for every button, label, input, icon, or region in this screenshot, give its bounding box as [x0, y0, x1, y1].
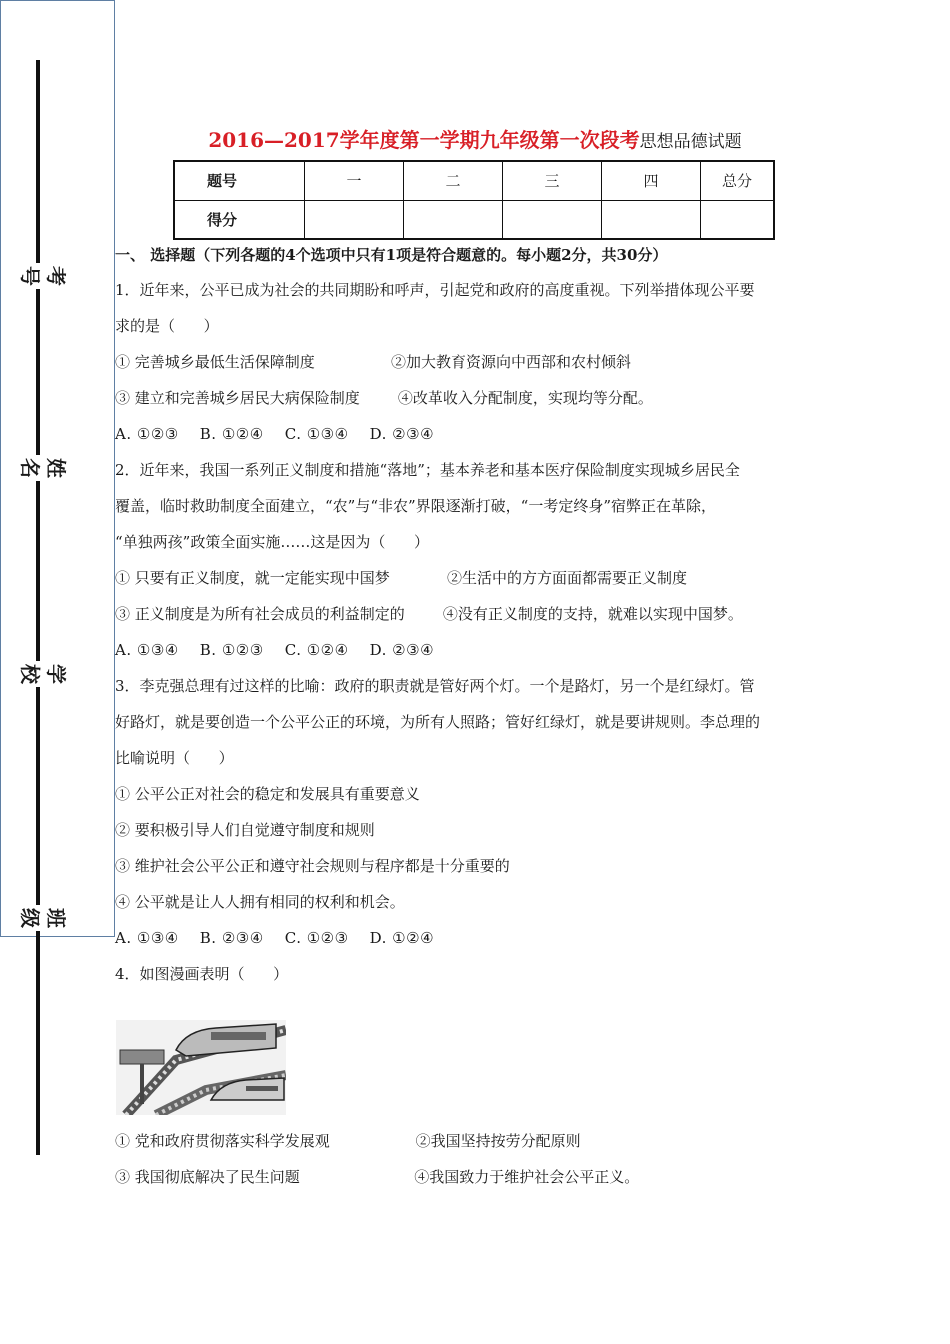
q4-stem-line: 4．如图漫画表明（ ）: [115, 965, 289, 983]
q3-option: ② 要积极引导人们自觉遵守制度和规则: [115, 821, 375, 839]
q2-stem-line: 2．近年来，我国一系列正义制度和措施“落地”；基本养老和基本医疗保险制度实现城乡居民全: [115, 461, 740, 479]
side-label-class: 班级: [13, 905, 73, 931]
score-header-cell: 题号: [174, 161, 305, 200]
title-subject: 思想品德试题: [639, 132, 742, 152]
binding-line: [36, 60, 40, 1155]
score-table: [173, 160, 775, 240]
q3-option: ① 公平公正对社会的稳定和发展具有重要意义: [115, 785, 420, 803]
q4-option-line: ③ 我国彻底解决了民生问题 ④我国致力于维护社会公平正义。: [115, 1168, 640, 1186]
score-header-cell: 四: [602, 161, 701, 200]
q3-answer-choices: A. ①③④ B. ②③④ C. ①②③ D. ①②④: [115, 929, 435, 947]
score-header-cell: 总分: [701, 161, 775, 200]
score-table-header-row: [174, 161, 774, 200]
title-main: 2016—2017学年度第一学期九年级第一次段考: [208, 128, 640, 152]
q2-stem-line: 覆盖，临时救助制度全面建立，“农”与“非农”界限逐渐打破，“一考定终身”宿弊正在革除，: [115, 497, 717, 515]
q2-option-line: ① 只要有正义制度，就一定能实现中国梦 ②生活中的方方面面都需要正义制度: [115, 569, 687, 587]
score-input-cell[interactable]: [503, 200, 602, 239]
score-input-cell[interactable]: [305, 200, 404, 239]
q2-answer-choices: A. ①③④ B. ①②③ C. ①②④ D. ②③④: [115, 641, 435, 659]
q3-stem-line: 3．李克强总理有过这样的比喻：政府的职责就是管好两个灯。一个是路灯，另一个是红绿灯。管: [115, 677, 755, 695]
q3-option: ③ 维护社会公平公正和遵守社会规则与程序都是十分重要的: [115, 857, 510, 875]
score-input-cell[interactable]: [602, 200, 701, 239]
train-cartoon-image: [116, 1020, 286, 1115]
q4-options: [115, 1123, 639, 1195]
score-input-cell[interactable]: [404, 200, 503, 239]
q1-stem-line: 求的是（ ）: [115, 317, 219, 335]
q1-option-line: ③ 建立和完善城乡居民大病保险制度 ④改革收入分配制度，实现均等分配。: [115, 389, 653, 407]
side-label-school: 学校: [13, 661, 73, 687]
score-table-score-row: [174, 200, 774, 239]
score-header-cell: 一: [305, 161, 404, 200]
score-header-cell: 二: [404, 161, 503, 200]
q1-answer-choices: A. ①②③ B. ①②④ C. ①③④ D. ②③④: [115, 425, 435, 443]
side-label-exam-number: 考号: [13, 263, 73, 289]
score-header-cell: 三: [503, 161, 602, 200]
q2-option-line: ③ 正义制度是为所有社会成员的利益制定的 ④没有正义制度的支持，就难以实现中国梦。: [115, 605, 743, 623]
q4-option-line: ① 党和政府贯彻落实科学发展观 ②我国坚持按劳分配原则: [115, 1132, 581, 1150]
q3-stem-line: 好路灯，就是要创造一个公平公正的环境，为所有人照路；管好红绿灯，就是要讲规则。李总理的: [115, 713, 761, 731]
q1-option-line: ① 完善城乡最低生活保障制度 ②加大教育资源向中西部和农村倾斜: [115, 353, 632, 371]
side-label-name: 姓名: [13, 455, 73, 481]
score-input-cell[interactable]: [701, 200, 775, 239]
section-heading: 一、 选择题（下列各题的4个选项中只有1项是符合题意的。每小题2分，共30分）: [115, 246, 668, 264]
q3-stem-line: 比喻说明（ ）: [115, 749, 234, 767]
q3-option: ④ 公平就是让人人拥有相同的权利和机会。: [115, 893, 405, 911]
page-title: [0, 124, 950, 153]
score-row-label: 得分: [174, 200, 305, 239]
q2-stem-line: “单独两孩”政策全面实施……这是因为（ ）: [115, 533, 429, 551]
q1-stem-line: 1．近年来，公平已成为社会的共同期盼和呼声，引起党和政府的高度重视。下列举措体现公平要: [115, 281, 755, 299]
question-content: [115, 240, 835, 992]
